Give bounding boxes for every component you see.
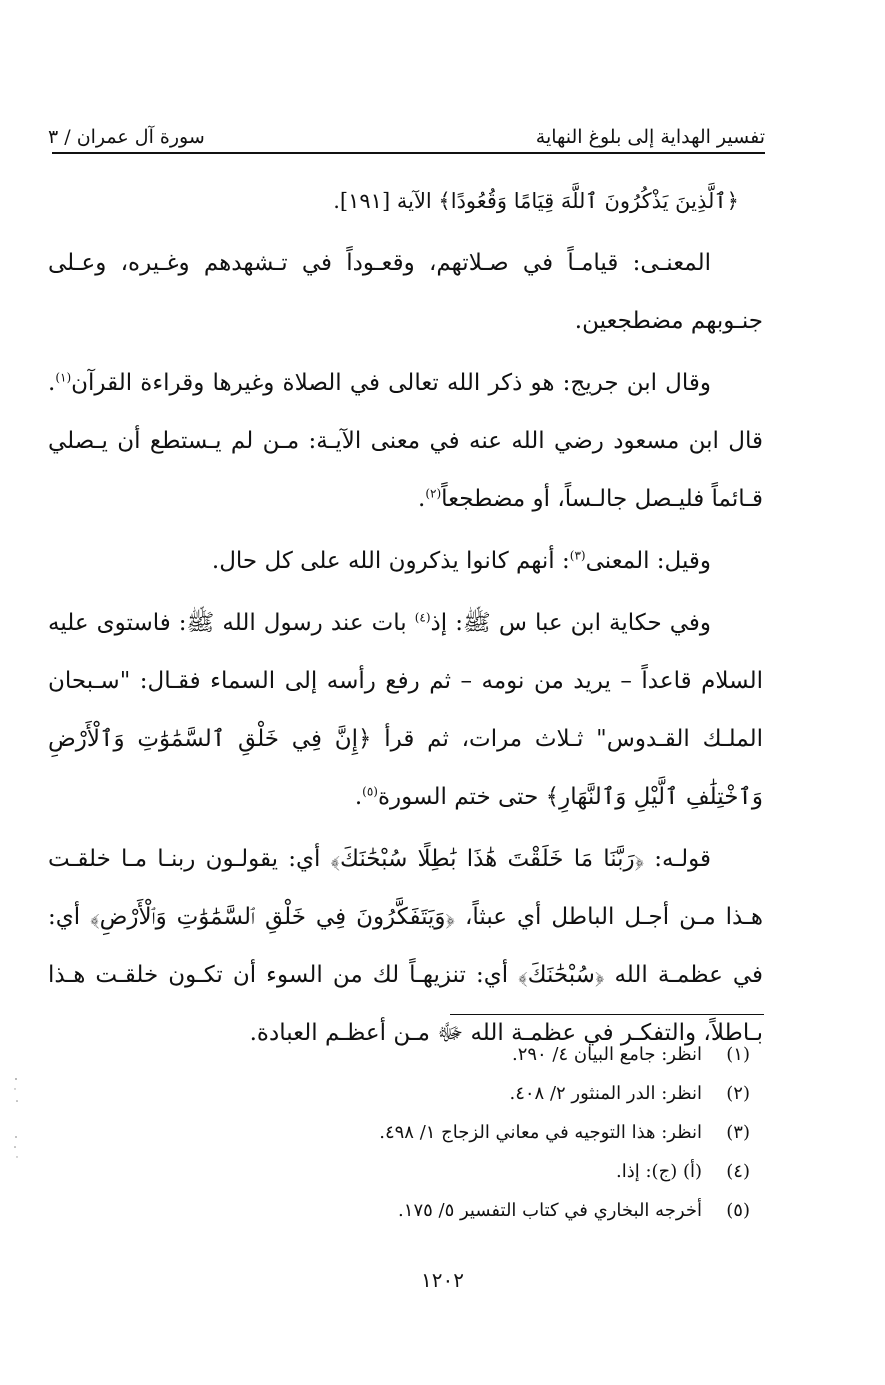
footnote-ref: (٥) — [362, 784, 378, 799]
footnote-number: (٢) — [726, 1083, 750, 1104]
book-title: تفسير الهداية إلى بلوغ النهاية — [535, 126, 765, 148]
footnote-ref: (٢) — [425, 486, 442, 501]
footnote-item — [120, 1035, 750, 1074]
footnote-number: (٣) — [726, 1122, 750, 1143]
header-rule — [52, 152, 765, 154]
paragraph-qawluhu: قولـه: ﴿رَبَّنَا مَا خَلَقْتَ هَٰذَا بَٰطِلًا سُبْحَٰنَكَ﴾ أي: يقولـون ربنـا مـا خلقـت هـذا مـن أجـل الباطل أي عبثاً، ﴿وَيَتَفَكَّرُونَ فِي خَلْقِ ٱلسَّمَٰوَٰتِ وَٱلْأَرْضِ﴾ أي: في عظمـة الله ﴿سُبْحَٰنَكَ﴾ أي: تنزيهـاً لك من السوء أن تكـون خلقـت هـذا بـاطلاً، والتفكـر في عظمـة الله ﷻ مـن أعظـم العبادة. — [48, 846, 763, 1046]
footnote-text: (أ) (ج): إذا. — [616, 1161, 702, 1182]
footnote-number: (٥) — [726, 1200, 750, 1221]
footnote-ref: (٤) — [414, 610, 431, 625]
scan-specks — [12, 1075, 20, 1165]
paragraph-text: . قال ابن مسعود رضي الله عنه في معنى الآيـة: مـن لم يـستطع أن يـصلي قـائماً فليـصل جالـساً، أو مضطجعاً — [48, 370, 763, 512]
paragraph-text: . — [354, 784, 363, 810]
paragraph-text: . — [418, 486, 426, 512]
paragraph-text: وفي حكاية ابن عبا س ﷺ: إذ — [430, 610, 712, 636]
footnote-item — [120, 1113, 750, 1152]
paragraph-qila — [48, 532, 763, 590]
footnote-text: انظر: هذا التوجيه في معاني الزجاج ١/ ٤٩٨. — [379, 1122, 702, 1143]
running-header — [48, 112, 765, 148]
surah-label: سورة آل عمران / ٣ — [48, 126, 205, 148]
footnote-item — [120, 1191, 750, 1230]
footnote-ref: (٣) — [569, 548, 586, 563]
footnote-item — [120, 1152, 750, 1191]
body-text — [48, 172, 763, 1066]
footnote-text: انظر: جامع البيان ٤/ ٢٩٠. — [511, 1044, 702, 1065]
footnote-number: (٤) — [726, 1161, 750, 1182]
paragraph-ibn-jurayj — [48, 354, 763, 528]
paragraph-ibn-abbas — [48, 594, 763, 826]
paragraph-text: وقيل: المعنى — [585, 548, 711, 574]
paragraph-text: بات عند رسول الله ﷺ: فاستوى عليه السلام قاعداً – يريد من نومه – ثم رفع رأسه إلى السماء فقـال: "سـبحان الملـك القـدوس" ثـلاث مرات، ثم قرأ ﴿إِنَّ فِي خَلْقِ ٱلسَّمَٰوَٰتِ وَٱلْأَرْضِ وَٱخْتِلَٰفِ ٱلَّيْلِ وَٱلنَّهَارِ﴾ حتى ختم السورة — [48, 610, 763, 810]
footnote-text: انظر: الدر المنثور ٢/ ٤٠٨. — [509, 1083, 702, 1104]
verse-line: ﴿ٱلَّذِينَ يَذْكُرُونَ ٱللَّهَ قِيَامًا وَقُعُودًا﴾ الآية [١٩١]. — [333, 189, 739, 213]
footnote-text: أخرجه البخاري في كتاب التفسير ٥/ ١٧٥. — [398, 1200, 702, 1221]
footnote-item — [120, 1074, 750, 1113]
page-number: ١٢٠٢ — [421, 1268, 464, 1292]
paragraph-meaning: المعنـى: قيامـاً في صـلاتهم، وقعـوداً في تـشهدهم وغـيره، وعـلى جنـوبهم مضطجعين. — [48, 250, 763, 334]
footnote-number: (١) — [726, 1044, 750, 1065]
footnote-rule — [450, 1014, 764, 1015]
footnote-ref: (١) — [55, 370, 72, 385]
paragraph-text: وقال ابن جريج: هو ذكر الله تعالى في الصلاة وغيرها وقراءة القرآن — [71, 370, 711, 396]
paragraph-text: : أنهم كانوا يذكرون الله على كل حال. — [211, 548, 570, 574]
footnotes — [120, 1035, 750, 1230]
